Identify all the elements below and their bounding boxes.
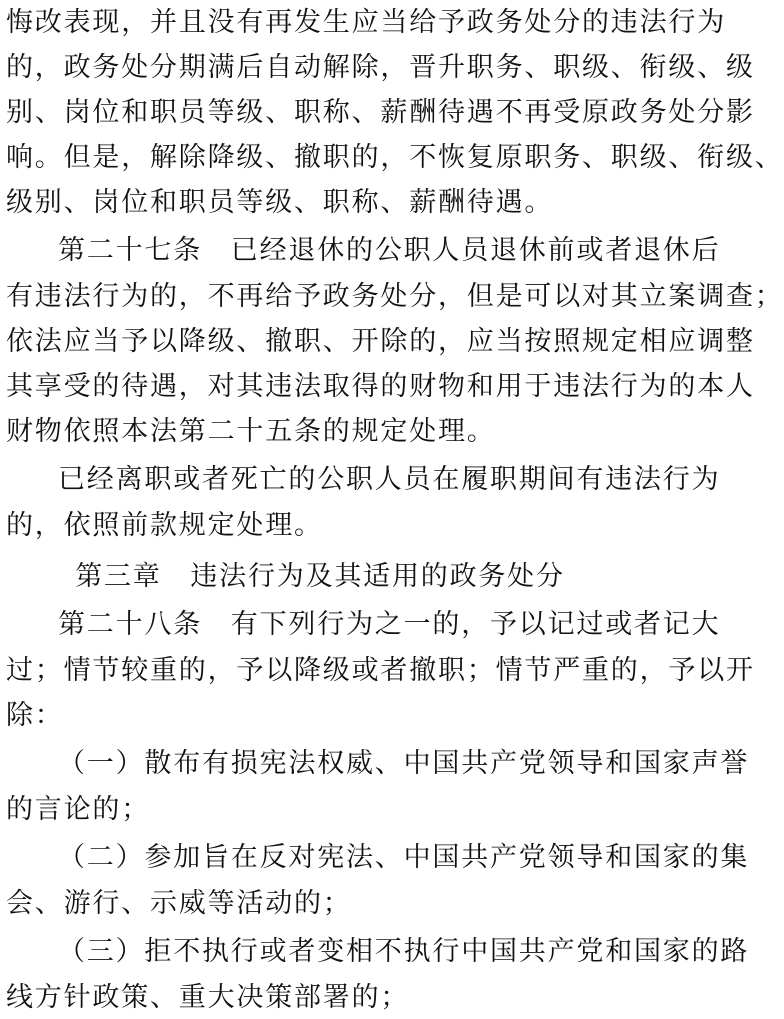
text-line: 的，依照前款规定处理。 [6, 510, 323, 541]
text-line: 依法应当予以降级、撤职、开除的，应当按照规定相应调整 [6, 326, 755, 357]
text-line: 除： [6, 700, 64, 731]
list-item-3-line: （三）拒不执行或者变相不执行中国共产党和国家的路 [58, 936, 750, 967]
text-line: 别、岗位和职员等级、职称、薪酬待遇不再受原政务处分影 [6, 97, 755, 128]
article-27-heading-line: 第二十七条 已经退休的公职人员退休前或者退休后 [58, 235, 721, 266]
text-line: 其享受的待遇，对其违法取得的财物和用于违法行为的本人 [6, 371, 755, 402]
list-item-2-line: （二）参加旨在反对宪法、中国共产党领导和国家的集 [58, 842, 750, 873]
chapter-title: 第三章 违法行为及其适用的政务处分 [75, 561, 565, 592]
text-line: 响。但是，解除降级、撤职的，不恢复原职务、职级、衔级、 [6, 142, 784, 173]
text-line: 悔改表现，并且没有再发生应当给予政务处分的违法行为 [6, 7, 726, 38]
text-line: 的，政务处分期满后自动解除，晋升职务、职级、衔级、级 [6, 52, 755, 83]
text-line: 有违法行为的，不再给予政务处分，但是可以对其立案调查； [6, 281, 784, 312]
text-line: 已经离职或者死亡的公职人员在履职期间有违法行为 [58, 464, 721, 495]
text-line: 级别、岗位和职员等级、职称、薪酬待遇。 [6, 187, 554, 218]
text-line: 会、游行、示威等活动的； [6, 888, 352, 919]
text-line: 过；情节较重的，予以降级或者撤职；情节严重的，予以开 [6, 655, 755, 686]
text-line: 线方针政策、重大决策部署的； [6, 982, 410, 1013]
text-line: 财物依照本法第二十五条的规定处理。 [6, 416, 496, 447]
text-line: 的言论的； [6, 794, 150, 825]
article-28-heading-line: 第二十八条 有下列行为之一的，予以记过或者记大 [58, 609, 721, 640]
list-item-1-line: （一）散布有损宪法权威、中国共产党领导和国家声誉 [58, 748, 750, 779]
